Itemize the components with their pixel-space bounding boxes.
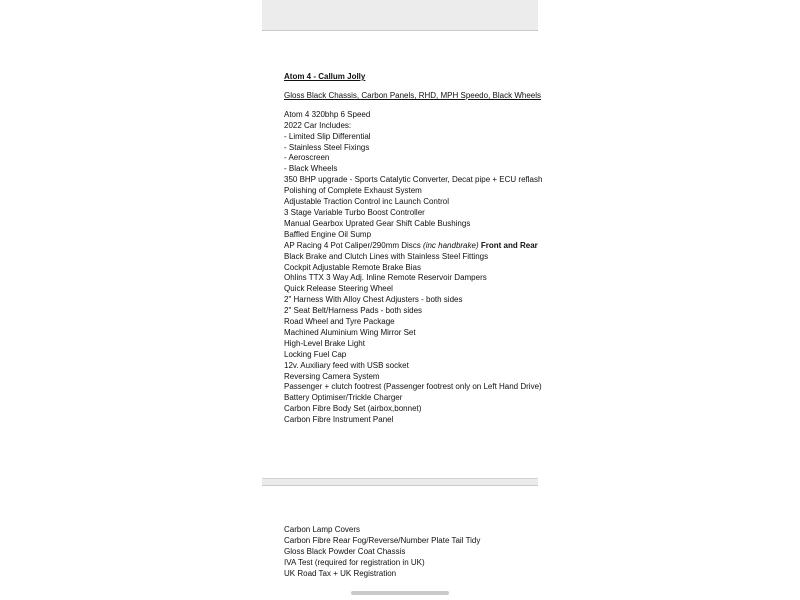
spec-line: Carbon Fibre Body Set (airbox,bonnet) (284, 404, 422, 414)
spec-line: IVA Test (required for registration in UK) (284, 557, 425, 567)
spec-line: Gloss Black Powder Coat Chassis (284, 546, 406, 556)
page-gap-divider (262, 478, 538, 486)
brakes-bold-note: Front and Rear (480, 240, 538, 250)
spec-line: Manual Gearbox Uprated Gear Shift Cable Bushings (284, 218, 471, 228)
spec-line: - Limited Slip Differential (284, 131, 371, 141)
spec-line: Road Wheel and Tyre Package (284, 317, 395, 327)
spec-line: 2" Harness With Alloy Chest Adjusters - both sides (284, 295, 463, 305)
spec-line: 3 Stage Variable Turbo Boost Controller (284, 207, 425, 217)
spec-line: 2022 Car Includes: (284, 120, 352, 130)
spec-line: Carbon Lamp Covers (284, 525, 361, 534)
spec-line: Ohlins TTX 3 Way Adj. Inline Remote Reservoir Dampers (284, 273, 487, 283)
spec-line-brakes (284, 240, 538, 252)
spec-line: High-Level Brake Light (284, 338, 365, 348)
spec-line: Baffled Engine Oil Sump (284, 229, 372, 239)
document-page-2 (284, 525, 534, 580)
spec-line: Atom 4 320bhp 6 Speed (284, 109, 371, 119)
spec-line: Machined Aluminium Wing Mirror Set (284, 327, 416, 337)
document-viewer[interactable] (262, 0, 543, 600)
spec-line: - Black Wheels (284, 164, 338, 174)
spec-line: 12v. Auxiliary feed with USB socket (284, 360, 409, 370)
spec-line: 2" Seat Belt/Harness Pads - both sides (284, 306, 423, 316)
spec-line: - Aeroscreen (284, 153, 330, 163)
spec-line: Reversing Camera System (284, 371, 380, 381)
document-page-1 (284, 72, 543, 426)
spec-line: Passenger + clutch footrest (Passenger footrest only on Left Hand Drive) (284, 382, 542, 392)
spec-line: Battery Optimiser/Trickle Charger (284, 393, 403, 403)
spec-line: Polishing of Complete Exhaust System (284, 186, 422, 196)
spec-line: Carbon Fibre Instrument Panel (284, 415, 394, 425)
spec-line: UK Road Tax + UK Registration (284, 568, 397, 578)
spec-line: Adjustable Traction Control inc Launch Control (284, 197, 449, 207)
page-gap-top (262, 0, 538, 31)
spec-list (284, 109, 543, 241)
spec-line: Cockpit Adjustable Remote Brake Bias (284, 262, 421, 272)
spec-line: 350 BHP upgrade - Sports Catalytic Converter, Decat pipe + ECU reflash (284, 175, 543, 185)
spec-line: - Stainless Steel Fixings (284, 142, 370, 152)
spec-list-continued (284, 251, 542, 427)
brakes-text: AP Racing 4 Pot Caliper/290mm Discs (284, 240, 421, 250)
brakes-italic-note: (inc handbrake) (423, 240, 479, 250)
document-subtitle: Gloss Black Chassis, Carbon Panels, RHD, MPH Speedo, Black Wheels (284, 90, 541, 100)
home-indicator[interactable] (351, 591, 449, 595)
document-title: Atom 4 - Callum Jolly (284, 72, 366, 81)
spec-line: Carbon Fibre Rear Fog/Reverse/Number Plate Tail Tidy (284, 535, 481, 545)
spec-line: Locking Fuel Cap (284, 349, 347, 359)
spec-line: Quick Release Steering Wheel (284, 284, 393, 294)
spec-line: Black Brake and Clutch Lines with Stainless Steel Fittings (284, 251, 489, 261)
